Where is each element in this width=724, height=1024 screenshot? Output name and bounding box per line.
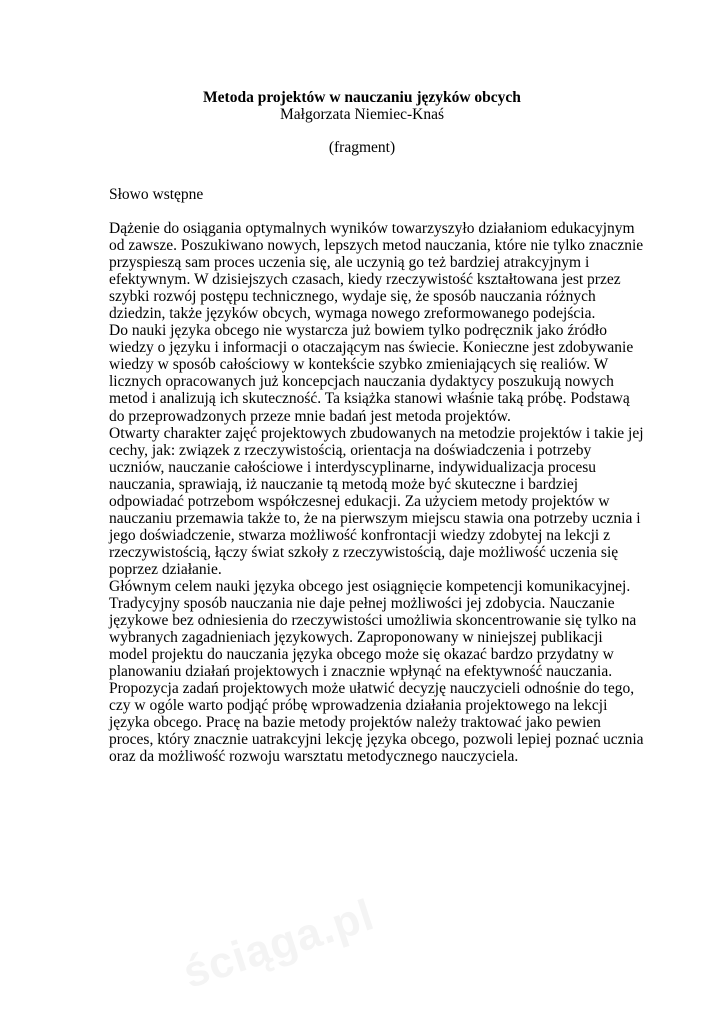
body-line: Do nauki języka obcego nie wystarcza już bowiem tylko podręcznik jako źródło xyxy=(109,322,607,340)
body-line: Tradycyjny sposób nauczania nie daje pełnej możliwości jej zdobycia. Nauczanie xyxy=(109,595,615,613)
body-line: szybki rozwój postępu technicznego, wydaje się, że sposób nauczania różnych xyxy=(109,288,596,306)
body-line: oraz da możliwość rozwoju warsztatu metodycznego nauczyciela. xyxy=(109,748,519,766)
body-line: do przeprowadzonych przeze mnie badań jest metoda projektów. xyxy=(109,407,511,425)
body-text xyxy=(109,220,644,766)
document-title: Metoda projektów w nauczaniu języków obcych xyxy=(203,89,521,106)
body-line: metod i analizują ich skuteczność. Ta książka stanowi właśnie taką próbę. Podstawą xyxy=(109,390,630,408)
body-line: licznych opracowanych już koncepcjach nauczania dydaktycy poszukują nowych xyxy=(109,373,614,391)
body-line: od zawsze. Poszukiwano nowych, lepszych metod nauczania, które nie tylko znacznie xyxy=(109,237,644,255)
body-line: języka obcego. Pracę na bazie metody projektów należy traktować jako pewien xyxy=(109,714,601,732)
body-line: efektywnym. W dzisiejszych czasach, kiedy rzeczywistość kształtowana jest przez xyxy=(109,271,621,289)
body-line: wybranych zagadnieniach językowych. Zaproponowany w niniejszej publikacji xyxy=(109,629,603,647)
body-line: nauczaniu przemawia także to, że na pierwszym miejscu stawia ona potrzeby ucznia i xyxy=(109,509,641,527)
body-line: poprzez działanie. xyxy=(109,560,222,578)
body-line: dziedzin, także języków obcych, wymaga nowego zreformowanego podejścia. xyxy=(109,305,596,323)
body-line: językowe bez odniesienia do rzeczywistości umożliwia skoncentrowanie się tylko na xyxy=(109,612,637,630)
body-line: wiedzy w sposób całościowy w kontekście szybko zmieniających się realiów. W xyxy=(109,356,609,374)
body-line: nauczania, sprawiają, iż nauczanie tą metodą może być skuteczne i bardziej xyxy=(109,475,579,493)
body-line: odpowiadać potrzebom współczesnej edukacji. Za użyciem metody projektów w xyxy=(109,492,610,510)
body-line: uczniów, nauczanie całościowe i interdyscyplinarne, indywidualizacja procesu xyxy=(109,458,597,476)
section-heading: Słowo wstępne xyxy=(109,186,204,203)
body-line: rzeczywistością, łączy świat szkoły z rzeczywistością, daje możliwość uczenia się xyxy=(109,543,619,561)
document-subtitle: (fragment) xyxy=(328,139,396,156)
body-line: Otwarty charakter zajęć projektowych zbudowanych na metodzie projektów i takie jej xyxy=(109,424,644,442)
body-line: wiedzy o języku i informacji o otaczającym nas świecie. Konieczne jest zdobywanie xyxy=(109,339,634,357)
body-line: cechy, jak: związek z rzeczywistością, orientacja na doświadczenia i potrzeby xyxy=(109,441,592,459)
body-line: planowaniu działań projektowych i znacznie wpłynąć na efektywność nauczania. xyxy=(109,663,613,681)
body-line: przyspieszą sam proces uczenia się, ale uczynią go też bardziej atrakcyjnym i xyxy=(109,254,590,272)
body-line: proces, który znacznie uatrakcyjni lekcję języka obcego, pozwoli lepiej poznać ucznia xyxy=(109,731,644,749)
body-line: czy w ogóle warto podjąć próbę wprowadzenia działania projektowego na lekcji xyxy=(109,697,608,715)
body-line: Propozycja zadań projektowych może ułatwić decyzję nauczycieli odnośnie do tego, xyxy=(109,680,635,698)
document-author: Małgorzata Niemiec-Knaś xyxy=(280,106,444,123)
body-line: jego doświadczenie, stwarza możliwość konfrontacji wiedzy zdobytej na lekcji z xyxy=(109,526,610,544)
watermark-logo: ściąga.pl xyxy=(177,890,381,998)
body-line: Dążenie do osiągania optymalnych wyników towarzyszyło działaniom edukacyjnym xyxy=(109,220,635,237)
body-line: Głównym celem nauki języka obcego jest osiągnięcie kompetencji komunikacyjnej. xyxy=(109,577,631,595)
body-line: model projektu do nauczania języka obcego może się okazać bardzo przydatny w xyxy=(109,646,614,664)
